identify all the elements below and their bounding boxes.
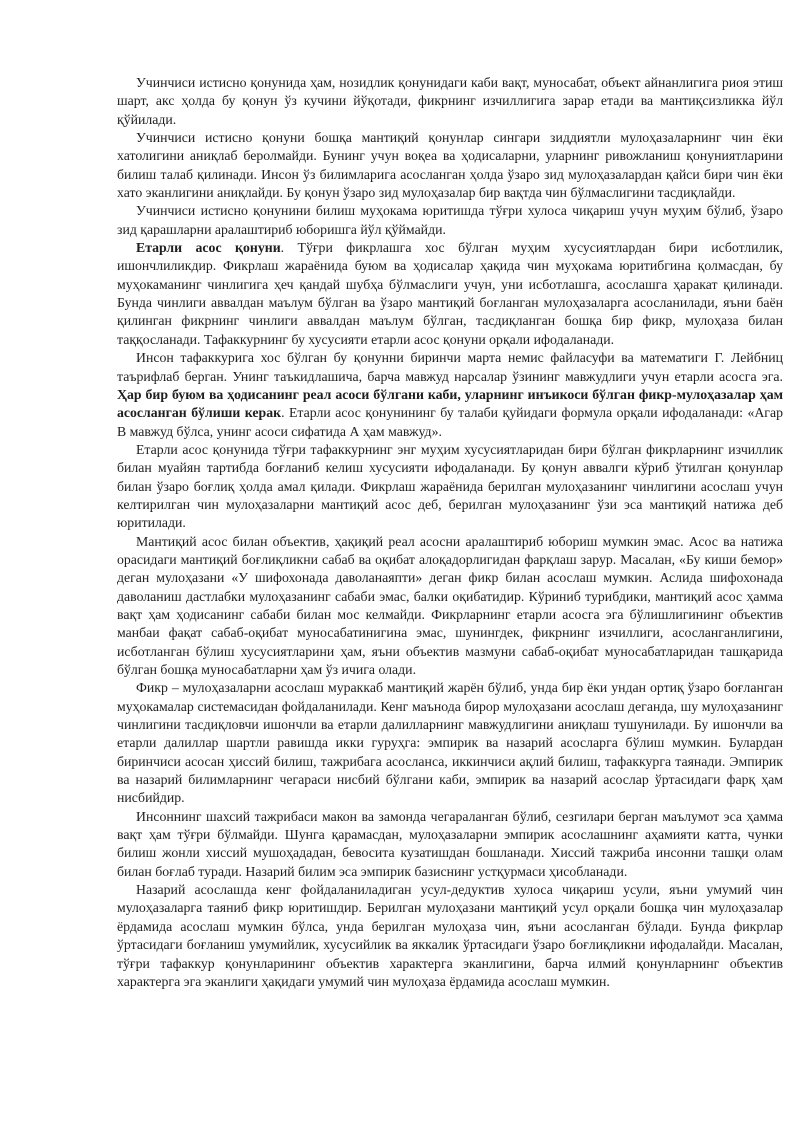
paragraph <box>117 808 783 881</box>
text-run: Инсон тафаккурига хос бўлган бу қонунни биринчи марта немис файласуфи ва математиги Г. Лейбниц таърифлаб берган. Унинг таъкидлашича, барча мавжуд нарсалар ўзининг мавжудлиги учун етарли асосга эга. <box>117 350 783 384</box>
text-run: Учинчиси истисно қонуни бошқа мантиқий қонунлар сингари зиддиятли мулоҳазаларнинг чин ёки хатолигини аниқлаб беролмайди. Бунинг учун воқеа ва ҳодисаларни, уларнинг ривожланиш қонуниятларини билиш талаб қилинади. Инсон ўз билимларига асосланган ҳолда ўзаро зид мулоҳазалардан қайси бири чин ёки хато эканлигини аниқлайди. Бу қонун ўзаро зид мулоҳазалар бир вақтда чин бўлмаслигини тасдиқлайди. <box>117 130 783 201</box>
paragraph <box>117 74 783 129</box>
paragraph <box>117 202 783 239</box>
paragraph <box>117 679 783 807</box>
text-run: . Тўғри фикрлашга хос бўлган муҳим хусусиятлардан бири исботлилик, ишончлиликдир. Фикрлаш жараёнида буюм ва ҳодисалар ҳақида чин муҳокама юритибгина қолмасдан, бу муҳокаманинг чинлигига ҳеч қандай шубҳа бўлмаслиги учун, уни исботлашга, асослашга ҳаракат қилинади. Бунда чинлиги аввалдан маълум бўлган ва ўзаро мантиқий боғланган мулоҳазаларга асосланилади, яъни баён қилинган фикрнинг чинлиги аввалдан маълум бўлган, тасдиқланган бошқа бир фикр, мулоҳаза билан таққосланади. Тафаккурнинг бу хусусияти етарли асос қонуни орқали ифодаланади. <box>117 240 783 347</box>
paragraph <box>117 129 783 202</box>
paragraph <box>117 239 783 349</box>
document-page <box>117 74 783 991</box>
text-run: Учинчиси истисно қонунини билиш муҳокама юритишда тўғри хулоса чиқариш учун муҳим бўлиб, ўзаро зид қарашларни аралаштириб юборишга йўл қўймайди. <box>117 203 783 237</box>
text-run: Мантиқий асос билан объектив, ҳақиқий реал асосни аралаштириб юбориш мумкин эмас. Асос ва натижа орасидаги мантиқий боғлиқликни сабаб ва оқибат алоқадорлигидан фарқлаш зарур. Масалан, «Бу киши бемор» деган мулоҳазани «У шифохонада даволанаяпти» деган фикр билан асослаш мумкин. Аслида шифохонада даволаниш дастлабки мулоҳазанинг сабаби эмас, балки оқибатидир. Кўриниб турибдики, мантиқий асос ҳамма вақт ҳам ҳодисанинг сабаби билан мос келмайди. Фикрларнинг етарли асосга эга бўлишлигининг объектив манбаи фақат сабаб-оқибат муносабатинигина эмас, шунингдек, фикрнинг изчиллиги, асосланганлигини, исботланган бўлиш хусусиятларини ҳам, яъни объектив мазмуни сабаб-оқибат муносабатларидан ташқарида бўлган бошқа муносабатларни ҳам ўз ичига олади. <box>117 533 783 677</box>
text-run: Етарли асос қонунида тўғри тафаккурнинг энг муҳим хусусиятларидан бири бўлган фикрларнинг изчиллик билан муайян тартибда боғланиб келиш хусусияти ифодаланади. Бу қонун аввалги кўриб ўтилган қонунлар билан ўзаро боғлиқ ҳолда амал қилади. Фикрлаш жараёнида берилган мулоҳазанинг чинлигини асослаш учун келтирилган чин мулоҳазаларни мантиқий асос деб, берилган мулоҳазанинг ўзи эса мантиқий натижа деб юритилади. <box>117 441 783 531</box>
text-run: Назарий асослашда кенг фойдаланиладиган усул-дедуктив хулоса чиқариш усули, яъни умумий чин мулоҳазаларга таяниб фикр юритишдир. Берилган мулоҳазани мантиқий усул орқали бошқа чин мулоҳазалар ёрдамида асослаш мумкин бўлса, унда берилган мулоҳаза чин, яъни асосланган бўлади. Бунда фикрлар ўртасидаги боғланиш умумийлик, хусусийлик ва яккалик ўртасидаги ўзаро боғлиқликни ифодалайди. Масалан, тўғри тафаккур қонунларининг объектив характерга эканлигини, барча илмий қонунларнинг объектив характерга эга эканлиги ҳақидаги умумий чин мулоҳаза ёрдамида асослаш мумкин. <box>117 882 783 989</box>
paragraph <box>117 881 783 991</box>
paragraph <box>117 441 783 533</box>
bold-statement: Ҳар бир буюм ва ҳодисанинг реал асоси бўлгани каби, уларнинг инъикоси бўлган фикр-мулоҳазалар ҳам асосланган бўлиши керак <box>117 386 783 421</box>
text-run: Фикр – мулоҳазаларни асослаш мураккаб мантиқий жарён бўлиб, унда бир ёки ундан ортиқ ўзаро боғланган муҳокамалар системасидан фойдаланилади. Кенг маънода бирор мулоҳазани асослаш деганда, шу мулоҳазанинг чинлигини тасдиқловчи ишончли ва етарли далилларнинг мавжудлигини аниқлаш тушунилади. Бу ишончли ва етарли далиллар шартли равишда икки гуруҳга: эмпирик ва назарий асосларга бўлиш мумкин. Булардан биринчиси асосан ҳиссий билиш, тажрибага асосланса, иккинчиси ақлий билиш, тафаккурга таянади. Эмпирик ва назарий билимларнинг чегараси нисбий бўлгани каби, эмпирик ва назарий асослар ўртасидаги фарқ ҳам нисбийдир. <box>117 680 783 806</box>
paragraph <box>117 533 783 680</box>
section-heading: Етарли асос қонуни <box>136 240 281 256</box>
paragraph <box>117 349 783 441</box>
text-run: Инсоннинг шахсий тажрибаси макон ва замонда чегараланган бўлиб, сезгилари берган маълумот эса ҳамма вақт ҳам тўғри бўлмайди. Шунга қарамасдан, мулоҳазаларни эмпирик асослашнинг аҳамияти катта, чунки билиш жонли хиссий мушоҳададан, бевосита кузатишдан бошланади. Хиссий тажриба инсонни ташқи олам билан боғлаб туради. Назарий билим эса эмпирик базиснинг устқурмаси ҳисобланади. <box>117 808 783 879</box>
text-run: . Етарли асос қонунининг бу талаби қуйидаги формула орқали ифодаланади: «Агар В мавжуд бўлса, унинг асоси сифатида А ҳам мавжуд». <box>117 405 783 439</box>
text-run: Учинчиси истисно қонунида ҳам, нозидлик қонунидаги каби вақт, муносабат, объект айнанлигига риоя этиш шарт, акс ҳолда бу қонун ўз кучини йўқотади, фикрнинг изчиллигига зарар етади ва мантиқсизликка йўл қўйилади. <box>117 75 783 127</box>
